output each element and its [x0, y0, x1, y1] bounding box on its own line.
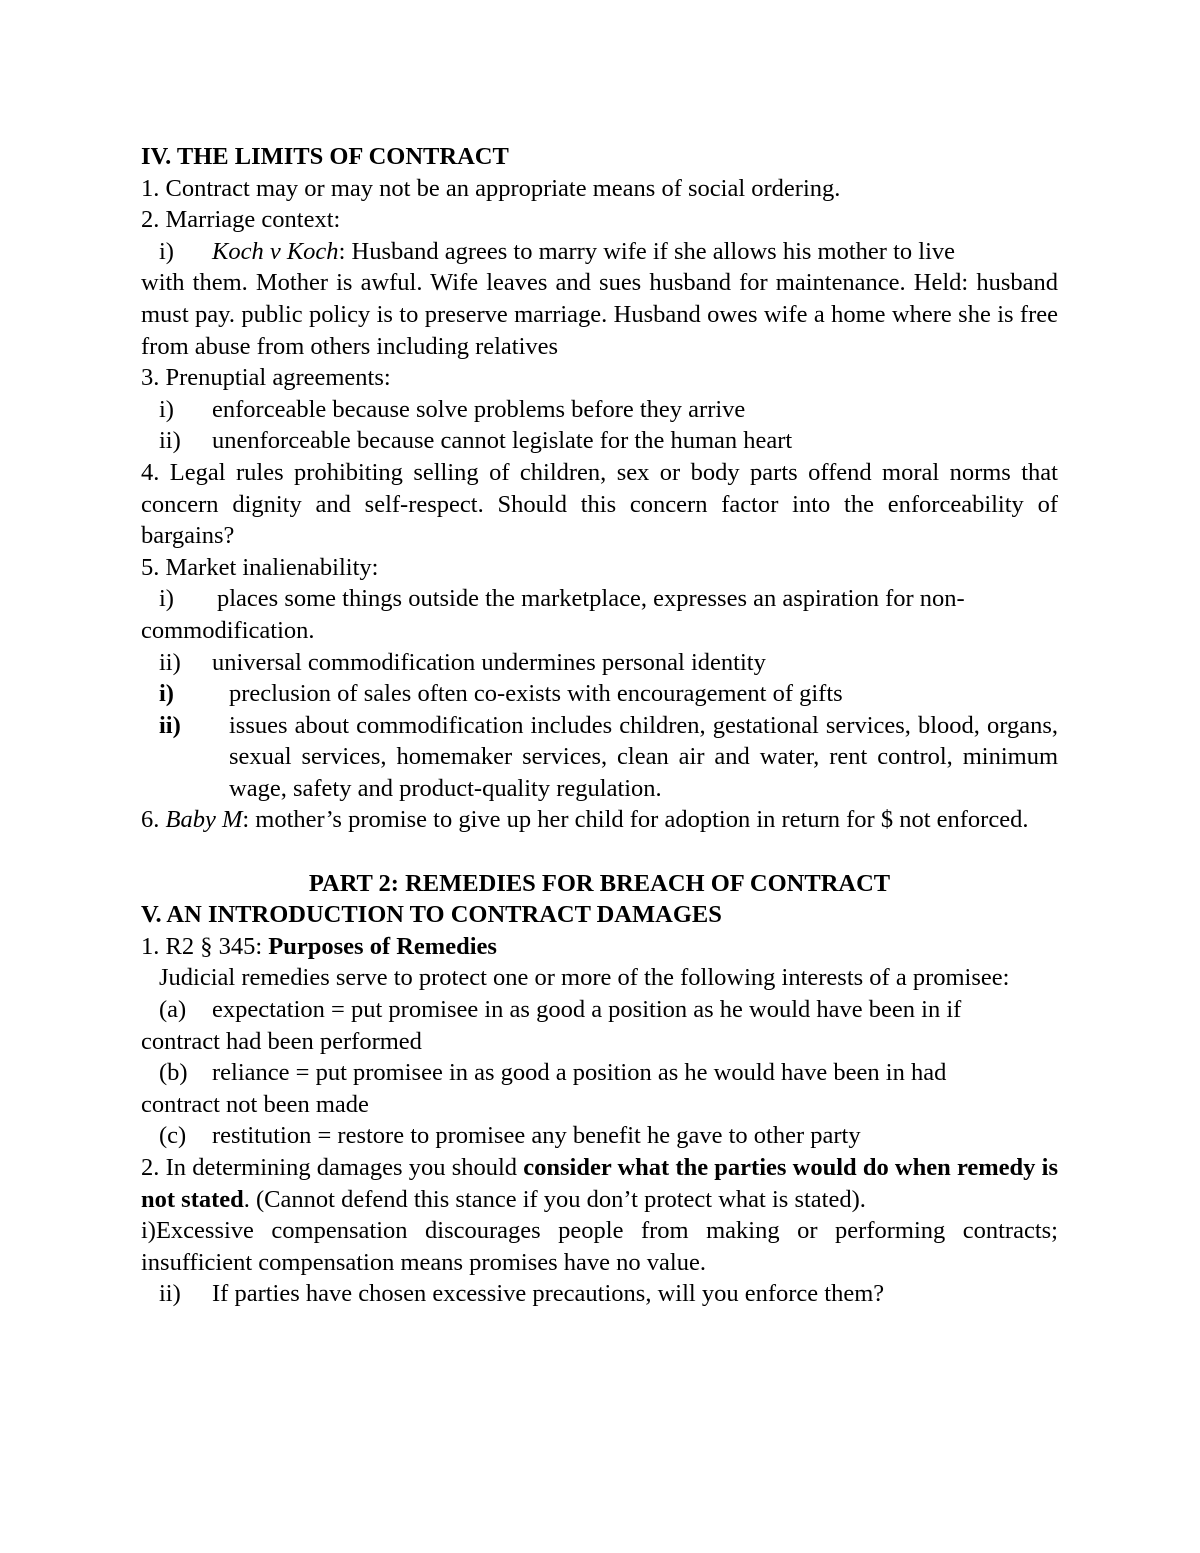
list-text: enforceable because solve problems before they arrive	[212, 395, 746, 423]
case-name: Baby M	[165, 806, 243, 834]
list-label: i)	[159, 680, 174, 708]
list-text: reliance = put promisee in as good a position as he would have been in had	[212, 1059, 947, 1087]
paragraph: 3. Prenuptial agreements:	[141, 364, 391, 392]
list-item	[141, 394, 1058, 426]
list-text: issues about commodification includes children, gestational services, blood, organs, sexual services, homemaker services, clean air and water, rent control, minimum wage, safety and product-quality regulation.	[229, 711, 1058, 802]
paragraph: 2. In determining damages you should consider what the parties would do when remedy is not stated. (Cannot defend this stance if you don’t protect what is stated).	[141, 1154, 1058, 1213]
list-text: expectation = put promisee in as good a position as he would have been in if	[212, 996, 962, 1024]
paragraph: with them. Mother is awful. Wife leaves and sues husband for maintenance. Held: husband must pay. public policy is to preserve marriage. Husband owes wife a home where she is free from abuse from others including relatives	[141, 269, 1058, 360]
spacer	[141, 836, 1058, 868]
case-name: Koch v Koch	[212, 237, 339, 265]
list-item	[141, 583, 1058, 615]
section-heading: IV. THE LIMITS OF CONTRACT	[141, 143, 509, 170]
list-label: (a)	[159, 996, 187, 1024]
list-text: If parties have chosen excessive precautions, will you enforce them?	[212, 1280, 885, 1308]
paragraph: Judicial remedies serve to protect one or more of the following interests of a promisee:	[159, 964, 1010, 992]
list-label: i)	[159, 237, 174, 265]
list-label: ii)	[159, 648, 181, 676]
paragraph: 2. Marriage context:	[141, 206, 341, 234]
list-label: ii)	[159, 1280, 181, 1308]
paragraph: 1. Contract may or may not be an appropriate means of social ordering.	[141, 174, 841, 202]
paragraph: 6. Baby M: mother’s promise to give up her child for adoption in return for $ not enforced.	[141, 806, 1029, 834]
list-text: places some things outside the marketplace, expresses an aspiration for non-	[217, 585, 965, 613]
paragraph: 4. Legal rules prohibiting selling of children, sex or body parts offend moral norms that concern dignity and self-respect. Should this concern factor into the enforceability of bargains?	[141, 458, 1058, 550]
paragraph: commodification.	[141, 616, 315, 644]
paragraph: 5. Market inalienability:	[141, 553, 379, 581]
list-item	[141, 425, 1058, 457]
list-label: ii)	[159, 711, 181, 739]
list-item	[141, 678, 1058, 710]
list-text: unenforceable because cannot legislate for the human heart	[212, 427, 793, 455]
list-label: (c)	[159, 1122, 187, 1150]
section-heading: V. AN INTRODUCTION TO CONTRACT DAMAGES	[141, 901, 722, 929]
list-item	[141, 1120, 1058, 1152]
list-item	[141, 1057, 1058, 1089]
list-label: i)	[159, 395, 174, 423]
list-text: : Husband agrees to marry wife if she allows his mother to live	[338, 237, 955, 265]
list-label: i)	[159, 585, 174, 613]
paragraph: contract had been performed	[141, 1027, 422, 1055]
paragraph: contract not been made	[141, 1090, 369, 1118]
document-page	[141, 141, 1058, 1310]
list-item	[141, 236, 1058, 268]
part-heading: PART 2: REMEDIES FOR BREACH OF CONTRACT	[308, 869, 891, 897]
list-item	[141, 647, 1058, 679]
list-item	[141, 1278, 1058, 1310]
paragraph: i)Excessive compensation discourages people from making or performing contracts; insufficient compensation means promises have no value.	[141, 1217, 1058, 1276]
list-item	[141, 994, 1058, 1026]
list-label: ii)	[159, 427, 181, 455]
bold-term: Purposes of Remedies	[268, 932, 497, 960]
list-text: preclusion of sales often co-exists with encouragement of gifts	[229, 680, 843, 708]
list-label: (b)	[159, 1059, 188, 1087]
list-text: restitution = restore to promisee any benefit he gave to other party	[212, 1122, 861, 1150]
list-text: universal commodification undermines personal identity	[212, 648, 766, 676]
paragraph: 1. R2 § 345: Purposes of Remedies	[141, 932, 497, 960]
bold-term: consider what the parties would do when remedy is not stated	[141, 1154, 1058, 1213]
list-item	[141, 710, 1058, 805]
